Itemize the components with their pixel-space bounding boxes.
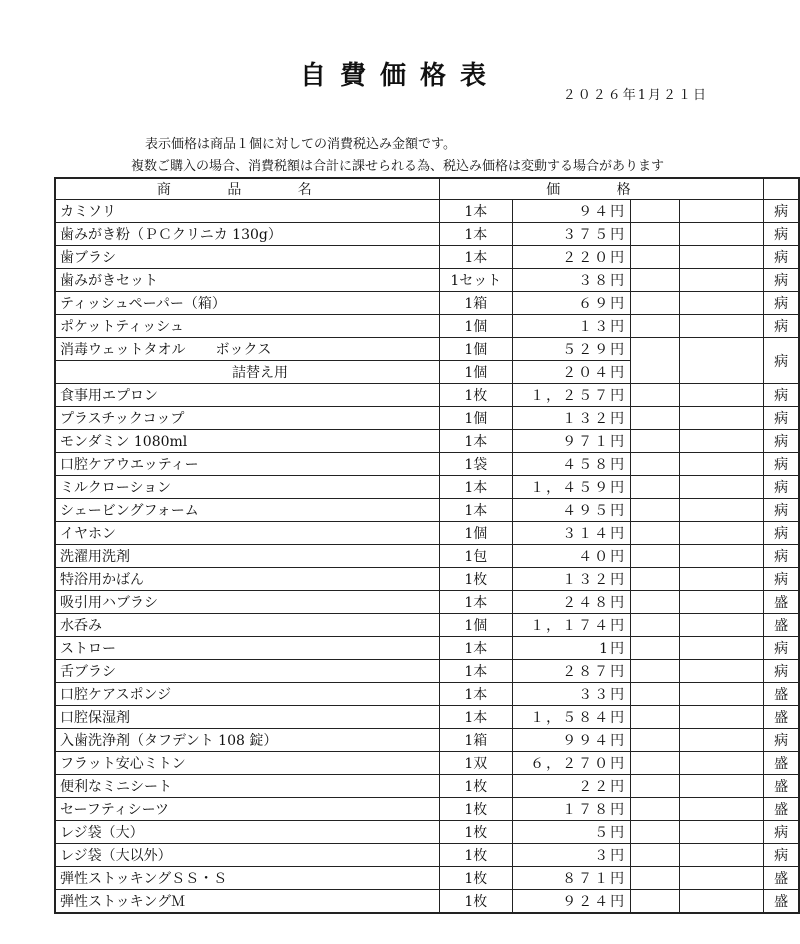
price: １，１７４円 xyxy=(512,614,630,637)
unit: 1本 xyxy=(439,660,512,683)
blank-cell xyxy=(631,522,680,545)
blank-cell xyxy=(631,315,680,338)
category-mark: 病 xyxy=(764,453,799,476)
blank-cell xyxy=(680,246,764,269)
price: ２４８円 xyxy=(512,591,630,614)
page-title: 自費価格表 xyxy=(299,61,500,91)
unit: 1本 xyxy=(439,246,512,269)
table-row xyxy=(55,844,799,867)
document-date: ２０２６年1月２１日 xyxy=(562,88,708,103)
blank-cell xyxy=(631,660,680,683)
table-row xyxy=(55,637,799,660)
category-mark: 盛 xyxy=(764,706,799,729)
price: ６，２７０円 xyxy=(512,752,630,775)
table-row xyxy=(55,246,799,269)
unit: 1個 xyxy=(439,407,512,430)
unit: 1個 xyxy=(439,614,512,637)
blank-cell xyxy=(631,637,680,660)
product-name: 水呑み xyxy=(55,614,439,637)
price: ３３円 xyxy=(512,683,630,706)
blank-cell xyxy=(680,545,764,568)
price: ５円 xyxy=(512,821,630,844)
price: ９２４円 xyxy=(512,890,630,914)
product-variant: 詰替え用 xyxy=(55,361,439,384)
price: ２０４円 xyxy=(512,361,630,384)
unit: 1枚 xyxy=(439,844,512,867)
table-row xyxy=(55,752,799,775)
unit: 1枚 xyxy=(439,867,512,890)
note-multiple-purchase: 複数ご購入の場合、消費税額は合計に課せられる為、税込み価格は変動する場合があります xyxy=(131,159,665,174)
product-variant: ボックス xyxy=(215,342,272,358)
unit: 1箱 xyxy=(439,729,512,752)
blank-cell xyxy=(680,453,764,476)
unit: 1本 xyxy=(439,637,512,660)
blank-cell xyxy=(680,384,764,407)
blank-cell xyxy=(680,522,764,545)
price: １，５８４円 xyxy=(512,706,630,729)
product-name: プラスチックコップ xyxy=(55,407,439,430)
price: ９９４円 xyxy=(512,729,630,752)
unit: 1枚 xyxy=(439,798,512,821)
blank-cell xyxy=(680,706,764,729)
category-mark: 盛 xyxy=(764,890,799,914)
category-mark: 盛 xyxy=(764,752,799,775)
category-mark: 盛 xyxy=(764,867,799,890)
table-row xyxy=(55,890,799,914)
unit: 1枚 xyxy=(439,775,512,798)
price: ５２９円 xyxy=(512,338,630,361)
blank-cell xyxy=(631,499,680,522)
blank-cell xyxy=(680,637,764,660)
category-mark: 病 xyxy=(764,660,799,683)
table-row xyxy=(55,867,799,890)
blank-cell xyxy=(631,821,680,844)
unit: 1本 xyxy=(439,591,512,614)
product-name: 歯みがき粉（ＰＣクリニカ 130g） xyxy=(55,223,439,246)
blank-cell xyxy=(631,223,680,246)
category-mark: 病 xyxy=(764,200,799,223)
category-mark: 病 xyxy=(764,499,799,522)
table-row xyxy=(55,568,799,591)
header-price: 価 格 xyxy=(439,178,764,200)
category-mark: 病 xyxy=(764,476,799,499)
price: ４５８円 xyxy=(512,453,630,476)
category-mark: 盛 xyxy=(764,683,799,706)
price: ９７１円 xyxy=(512,430,630,453)
blank-cell xyxy=(631,867,680,890)
category-mark: 病 xyxy=(764,821,799,844)
header-product-name: 商 品 名 xyxy=(55,178,439,200)
blank-cell xyxy=(631,384,680,407)
table-row xyxy=(55,430,799,453)
table-row xyxy=(55,292,799,315)
price: ３１４円 xyxy=(512,522,630,545)
unit: 1本 xyxy=(439,223,512,246)
category-mark: 病 xyxy=(764,407,799,430)
blank-cell xyxy=(680,821,764,844)
blank-cell xyxy=(680,223,764,246)
product-name: 特浴用かばん xyxy=(55,568,439,591)
table-row xyxy=(55,200,799,223)
table-row xyxy=(55,798,799,821)
blank-cell xyxy=(680,798,764,821)
unit: 1枚 xyxy=(439,568,512,591)
price: ３８円 xyxy=(512,269,630,292)
product-name: ポケットティッシュ xyxy=(55,315,439,338)
price: １７８円 xyxy=(512,798,630,821)
blank-cell xyxy=(631,591,680,614)
product-name: ティッシュペーパー（箱） xyxy=(55,292,439,315)
category-mark: 盛 xyxy=(764,775,799,798)
blank-cell xyxy=(680,568,764,591)
unit: 1袋 xyxy=(439,453,512,476)
blank-cell xyxy=(680,200,764,223)
price: ８７１円 xyxy=(512,867,630,890)
price: １３２円 xyxy=(512,568,630,591)
product-name: セーフティシーツ xyxy=(55,798,439,821)
category-mark: 盛 xyxy=(764,614,799,637)
product-name-text: 消毒ウェットタオル xyxy=(60,342,186,358)
price: ２８７円 xyxy=(512,660,630,683)
blank-cell xyxy=(631,453,680,476)
unit: 1本 xyxy=(439,706,512,729)
category-mark: 盛 xyxy=(764,591,799,614)
blank-cell xyxy=(680,683,764,706)
blank-cell xyxy=(631,545,680,568)
unit: 1枚 xyxy=(439,384,512,407)
unit: 1本 xyxy=(439,476,512,499)
blank-cell xyxy=(680,476,764,499)
product-name: 口腔ケアウエッティー xyxy=(55,453,439,476)
product-name: 弾性ストッキングＭ xyxy=(55,890,439,914)
blank-cell xyxy=(680,315,764,338)
table-row xyxy=(55,499,799,522)
header-category xyxy=(764,178,799,200)
category-mark: 病 xyxy=(764,844,799,867)
product-name: ミルクローション xyxy=(55,476,439,499)
table-row xyxy=(55,476,799,499)
price: ２２０円 xyxy=(512,246,630,269)
unit: 1枚 xyxy=(439,890,512,914)
product-name: 便利なミニシート xyxy=(55,775,439,798)
category-mark: 病 xyxy=(764,338,799,384)
price: 1円 xyxy=(512,637,630,660)
product-name xyxy=(55,338,439,361)
table-row xyxy=(55,407,799,430)
product-name: レジ袋（大以外） xyxy=(55,844,439,867)
blank-cell xyxy=(631,292,680,315)
product-name: 歯みがきセット xyxy=(55,269,439,292)
blank-cell xyxy=(680,292,764,315)
blank-cell xyxy=(631,200,680,223)
price: ４９５円 xyxy=(512,499,630,522)
blank-cell xyxy=(680,660,764,683)
category-mark: 病 xyxy=(764,223,799,246)
unit: 1本 xyxy=(439,430,512,453)
product-name: レジ袋（大） xyxy=(55,821,439,844)
blank-cell xyxy=(631,568,680,591)
price: ３円 xyxy=(512,844,630,867)
blank-cell xyxy=(631,338,680,384)
category-mark: 病 xyxy=(764,384,799,407)
blank-cell xyxy=(631,476,680,499)
product-name: イヤホン xyxy=(55,522,439,545)
product-name: カミソリ xyxy=(55,200,439,223)
product-name: フラット安心ミトン xyxy=(55,752,439,775)
blank-cell xyxy=(680,844,764,867)
blank-cell xyxy=(631,752,680,775)
unit: 1本 xyxy=(439,200,512,223)
unit: 1枚 xyxy=(439,821,512,844)
product-name: モンダミン 1080ml xyxy=(55,430,439,453)
category-mark: 病 xyxy=(764,269,799,292)
blank-cell xyxy=(680,430,764,453)
product-name: ストロー xyxy=(55,637,439,660)
blank-cell xyxy=(631,614,680,637)
category-mark: 病 xyxy=(764,430,799,453)
table-header-row xyxy=(55,178,799,200)
table-row xyxy=(55,338,799,361)
blank-cell xyxy=(631,407,680,430)
table-row xyxy=(55,660,799,683)
blank-cell xyxy=(680,338,764,384)
blank-cell xyxy=(631,890,680,914)
blank-cell xyxy=(631,246,680,269)
unit: 1双 xyxy=(439,752,512,775)
price: １，２５７円 xyxy=(512,384,630,407)
blank-cell xyxy=(680,775,764,798)
unit: 1本 xyxy=(439,683,512,706)
table-row xyxy=(55,269,799,292)
table-row xyxy=(55,384,799,407)
price: ３７５円 xyxy=(512,223,630,246)
category-mark: 病 xyxy=(764,729,799,752)
price: １，４５９円 xyxy=(512,476,630,499)
category-mark: 病 xyxy=(764,292,799,315)
unit: 1包 xyxy=(439,545,512,568)
category-mark: 病 xyxy=(764,568,799,591)
product-name: 口腔保湿剤 xyxy=(55,706,439,729)
price: ９４円 xyxy=(512,200,630,223)
blank-cell xyxy=(631,798,680,821)
blank-cell xyxy=(680,499,764,522)
product-name: 弾性ストッキングＳＳ・Ｓ xyxy=(55,867,439,890)
unit: 1個 xyxy=(439,361,512,384)
category-mark: 病 xyxy=(764,637,799,660)
unit: 1個 xyxy=(439,522,512,545)
table-row xyxy=(55,223,799,246)
table-row xyxy=(55,522,799,545)
table-row xyxy=(55,729,799,752)
product-name: 歯ブラシ xyxy=(55,246,439,269)
unit: 1個 xyxy=(439,315,512,338)
price: ２２円 xyxy=(512,775,630,798)
price: ６９円 xyxy=(512,292,630,315)
product-name: 口腔ケアスポンジ xyxy=(55,683,439,706)
table-row xyxy=(55,614,799,637)
table-row xyxy=(55,683,799,706)
blank-cell xyxy=(631,269,680,292)
price: １３２円 xyxy=(512,407,630,430)
category-mark: 病 xyxy=(764,522,799,545)
blank-cell xyxy=(680,867,764,890)
blank-cell xyxy=(680,890,764,914)
blank-cell xyxy=(680,269,764,292)
unit: 1個 xyxy=(439,338,512,361)
table-row xyxy=(55,706,799,729)
table-row xyxy=(55,453,799,476)
note-tax-included: 表示価格は商品１個に対しての消費税込み金額です。 xyxy=(145,137,456,152)
table-body xyxy=(55,200,799,914)
blank-cell xyxy=(680,591,764,614)
blank-cell xyxy=(631,729,680,752)
blank-cell xyxy=(680,752,764,775)
price-table xyxy=(54,177,800,914)
blank-cell xyxy=(631,430,680,453)
table-row xyxy=(55,775,799,798)
blank-cell xyxy=(631,775,680,798)
price: ４０円 xyxy=(512,545,630,568)
product-name: 洗濯用洗剤 xyxy=(55,545,439,568)
blank-cell xyxy=(631,683,680,706)
category-mark: 盛 xyxy=(764,798,799,821)
table-row xyxy=(55,821,799,844)
category-mark: 病 xyxy=(764,315,799,338)
unit: 1セット xyxy=(439,269,512,292)
table-row xyxy=(55,591,799,614)
product-name: 食事用エプロン xyxy=(55,384,439,407)
price: １３円 xyxy=(512,315,630,338)
blank-cell xyxy=(631,844,680,867)
blank-cell xyxy=(631,706,680,729)
unit: 1箱 xyxy=(439,292,512,315)
product-name: シェービングフォーム xyxy=(55,499,439,522)
product-name: 舌ブラシ xyxy=(55,660,439,683)
category-mark: 病 xyxy=(764,545,799,568)
product-name: 入歯洗浄剤（タフデント 108 錠） xyxy=(55,729,439,752)
product-name: 吸引用ハブラシ xyxy=(55,591,439,614)
blank-cell xyxy=(680,729,764,752)
table-row xyxy=(55,315,799,338)
table-row xyxy=(55,545,799,568)
category-mark: 病 xyxy=(764,246,799,269)
blank-cell xyxy=(680,407,764,430)
blank-cell xyxy=(680,614,764,637)
unit: 1本 xyxy=(439,499,512,522)
